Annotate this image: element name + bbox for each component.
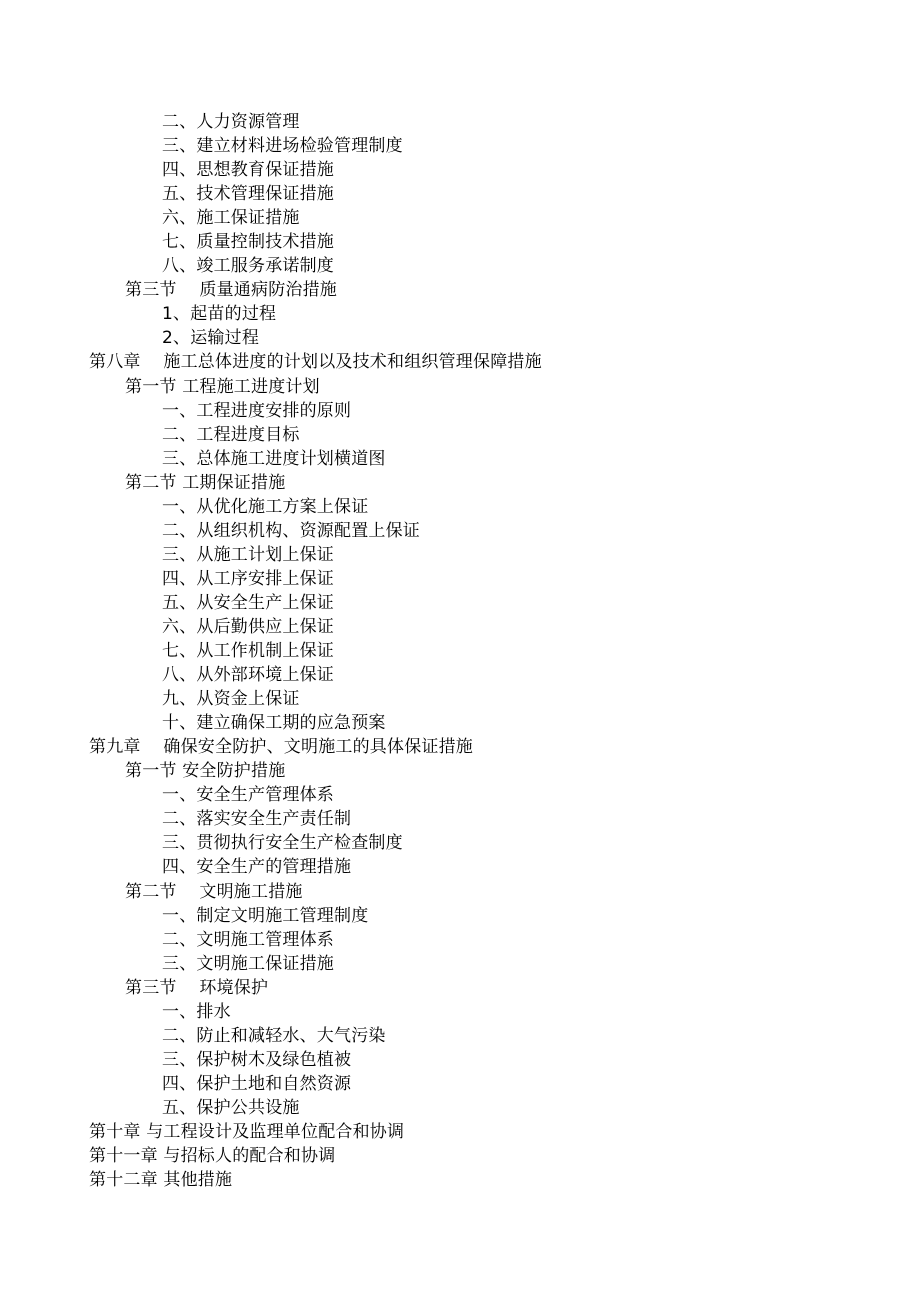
toc-subsection-entry: 七、从工作机制上保证 xyxy=(162,641,334,662)
toc-chapter-entry: 第十章 与工程设计及监理单位配合和协调 xyxy=(89,1121,405,1142)
toc-section-entry: 第二节 文明施工措施 xyxy=(125,881,303,902)
toc-subsection-entry: 四、从工序安排上保证 xyxy=(162,568,334,589)
toc-subsection-entry: 五、保护公共设施 xyxy=(162,1097,300,1118)
toc-subsection-entry: 八、竣工服务承诺制度 xyxy=(162,256,334,277)
toc-subsection-entry: 二、防止和减轻水、大气污染 xyxy=(162,1025,386,1046)
toc-section-entry: 第三节 环境保护 xyxy=(125,977,269,998)
toc-subsection-entry: 六、从后勤供应上保证 xyxy=(162,616,334,637)
toc-subsection-entry: 1、起苗的过程 xyxy=(162,304,277,325)
toc-subsection-entry: 三、保护树木及绿色植被 xyxy=(162,1049,352,1070)
toc-subsection-entry: 四、保护土地和自然资源 xyxy=(162,1073,352,1094)
toc-subsection-entry: 一、从优化施工方案上保证 xyxy=(162,496,369,517)
toc-subsection-entry: 九、从资金上保证 xyxy=(162,689,300,710)
toc-subsection-entry: 二、人力资源管理 xyxy=(162,112,300,132)
toc-chapter-entry: 第九章 确保安全防护、文明施工的具体保证措施 xyxy=(89,737,474,758)
toc-subsection-entry: 2、运输过程 xyxy=(162,328,260,349)
toc-subsection-entry: 三、总体施工进度计划横道图 xyxy=(162,448,386,469)
toc-subsection-entry: 四、思想教育保证措施 xyxy=(162,160,334,181)
toc-section-entry: 第一节 安全防护措施 xyxy=(125,761,286,782)
toc-subsection-entry: 八、从外部环境上保证 xyxy=(162,665,334,686)
toc-subsection-entry: 三、建立材料进场检验管理制度 xyxy=(162,136,403,157)
toc-subsection-entry: 二、落实安全生产责任制 xyxy=(162,809,352,830)
toc-subsection-entry: 二、工程进度目标 xyxy=(162,424,300,445)
table-of-contents xyxy=(0,110,920,1192)
toc-chapter-entry: 第十二章 其他措施 xyxy=(89,1170,233,1191)
toc-subsection-entry: 二、从组织机构、资源配置上保证 xyxy=(162,520,420,541)
toc-subsection-entry: 一、安全生产管理体系 xyxy=(162,785,334,806)
toc-subsection-entry: 三、文明施工保证措施 xyxy=(162,953,334,974)
toc-subsection-entry: 三、从施工计划上保证 xyxy=(162,544,334,565)
toc-subsection-entry: 一、制定文明施工管理制度 xyxy=(162,905,369,926)
toc-chapter-entry: 第十一章 与招标人的配合和协调 xyxy=(89,1146,336,1167)
toc-subsection-entry: 五、技术管理保证措施 xyxy=(162,184,334,205)
toc-section-entry: 第二节 工期保证措施 xyxy=(125,472,286,493)
toc-subsection-entry: 十、建立确保工期的应急预案 xyxy=(162,713,386,734)
toc-subsection-entry: 一、排水 xyxy=(162,1001,231,1022)
toc-subsection-entry: 七、质量控制技术措施 xyxy=(162,232,334,253)
toc-section-entry: 第一节 工程施工进度计划 xyxy=(125,376,320,397)
toc-section-entry: 第三节 质量通病防治措施 xyxy=(125,280,338,301)
toc-subsection-entry: 四、安全生产的管理措施 xyxy=(162,857,352,878)
toc-subsection-entry: 一、工程进度安排的原则 xyxy=(162,400,352,421)
toc-subsection-entry: 五、从安全生产上保证 xyxy=(162,592,334,613)
toc-subsection-entry: 三、贯彻执行安全生产检查制度 xyxy=(162,833,403,854)
toc-subsection-entry: 六、施工保证措施 xyxy=(162,208,300,229)
toc-chapter-entry: 第八章 施工总体进度的计划以及技术和组织管理保障措施 xyxy=(89,352,542,373)
toc-subsection-entry: 二、文明施工管理体系 xyxy=(162,929,334,950)
